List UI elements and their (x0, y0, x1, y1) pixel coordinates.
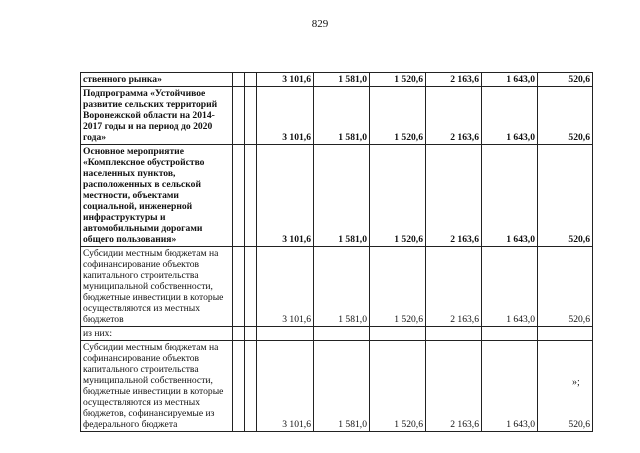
value-cell: 520,6 (538, 73, 593, 87)
value-cell (257, 327, 314, 341)
row-name: Субсидии местным бюджетам на софинансирование объектов капитального строительства муниципальной собственности, бюджетные инвестиции в которые осуществляются из местных бюджетов (81, 247, 233, 327)
value-cell (370, 327, 426, 341)
value-cell (538, 327, 593, 341)
row-name: Субсидии местным бюджетам на софинансирование объектов капитального строительства муниципальной собственности, бюджетные инвестиции в которые осуществляются из местных бюджетов, софинансируемые из федерального бюджета (81, 341, 233, 432)
value-cell: 1 643,0 (482, 73, 538, 87)
empty-cell (245, 327, 257, 341)
value-cell (426, 327, 482, 341)
row-name: Подпрограмма «Устойчивое развитие сельских территорий Воронежской области на 2014-2017 годы и на период до 2020 года» (81, 87, 233, 145)
value-cell: 3 101,6 (257, 87, 314, 145)
row-name: ственного рынка» (81, 73, 233, 87)
value-cell: 3 101,6 (257, 247, 314, 327)
empty-cell (233, 247, 245, 327)
row-name: Основное мероприятие «Комплексное обустройство населенных пунктов, расположенных в сельской местности, объектами социальной, инженерной инфраструктуры и автомобильными дорогами общего пользования» (81, 145, 233, 247)
value-cell: 2 163,6 (426, 73, 482, 87)
empty-cell (245, 145, 257, 247)
empty-cell (233, 87, 245, 145)
empty-cell (245, 87, 257, 145)
value-cell: 3 101,6 (257, 341, 314, 432)
empty-cell (245, 341, 257, 432)
table-row (81, 341, 593, 432)
value-cell (482, 327, 538, 341)
closing-quote: »; (572, 377, 580, 388)
value-cell: 1 520,6 (370, 87, 426, 145)
value-cell: 1 520,6 (370, 341, 426, 432)
value-cell: 520,6 (538, 341, 593, 432)
budget-table (80, 72, 593, 432)
table-row (81, 87, 593, 145)
value-cell: 1 581,0 (314, 87, 370, 145)
value-cell: 520,6 (538, 145, 593, 247)
value-cell: 1 581,0 (314, 145, 370, 247)
value-cell: 1 520,6 (370, 247, 426, 327)
value-cell: 1 581,0 (314, 73, 370, 87)
value-cell: 1 643,0 (482, 247, 538, 327)
value-cell: 3 101,6 (257, 145, 314, 247)
page-number: 829 (311, 18, 329, 30)
value-cell: 520,6 (538, 247, 593, 327)
value-cell: 2 163,6 (426, 247, 482, 327)
value-cell: 1 643,0 (482, 145, 538, 247)
value-cell: 2 163,6 (426, 87, 482, 145)
value-cell: 1 520,6 (370, 73, 426, 87)
value-cell: 2 163,6 (426, 145, 482, 247)
table-row (81, 327, 593, 341)
value-cell (314, 327, 370, 341)
table-row (81, 145, 593, 247)
empty-cell (245, 247, 257, 327)
value-cell: 2 163,6 (426, 341, 482, 432)
value-cell: 1 520,6 (370, 145, 426, 247)
table-row (81, 247, 593, 327)
table-row (81, 73, 593, 87)
empty-cell (233, 145, 245, 247)
empty-cell (245, 73, 257, 87)
value-cell: 1 643,0 (482, 87, 538, 145)
value-cell: 3 101,6 (257, 73, 314, 87)
row-name: из них: (81, 327, 233, 341)
empty-cell (233, 341, 245, 432)
value-cell: 1 581,0 (314, 341, 370, 432)
value-cell: 520,6 (538, 87, 593, 145)
value-cell: 1 581,0 (314, 247, 370, 327)
empty-cell (233, 327, 245, 341)
empty-cell (233, 73, 245, 87)
value-cell: 1 643,0 (482, 341, 538, 432)
table-body (81, 73, 593, 432)
